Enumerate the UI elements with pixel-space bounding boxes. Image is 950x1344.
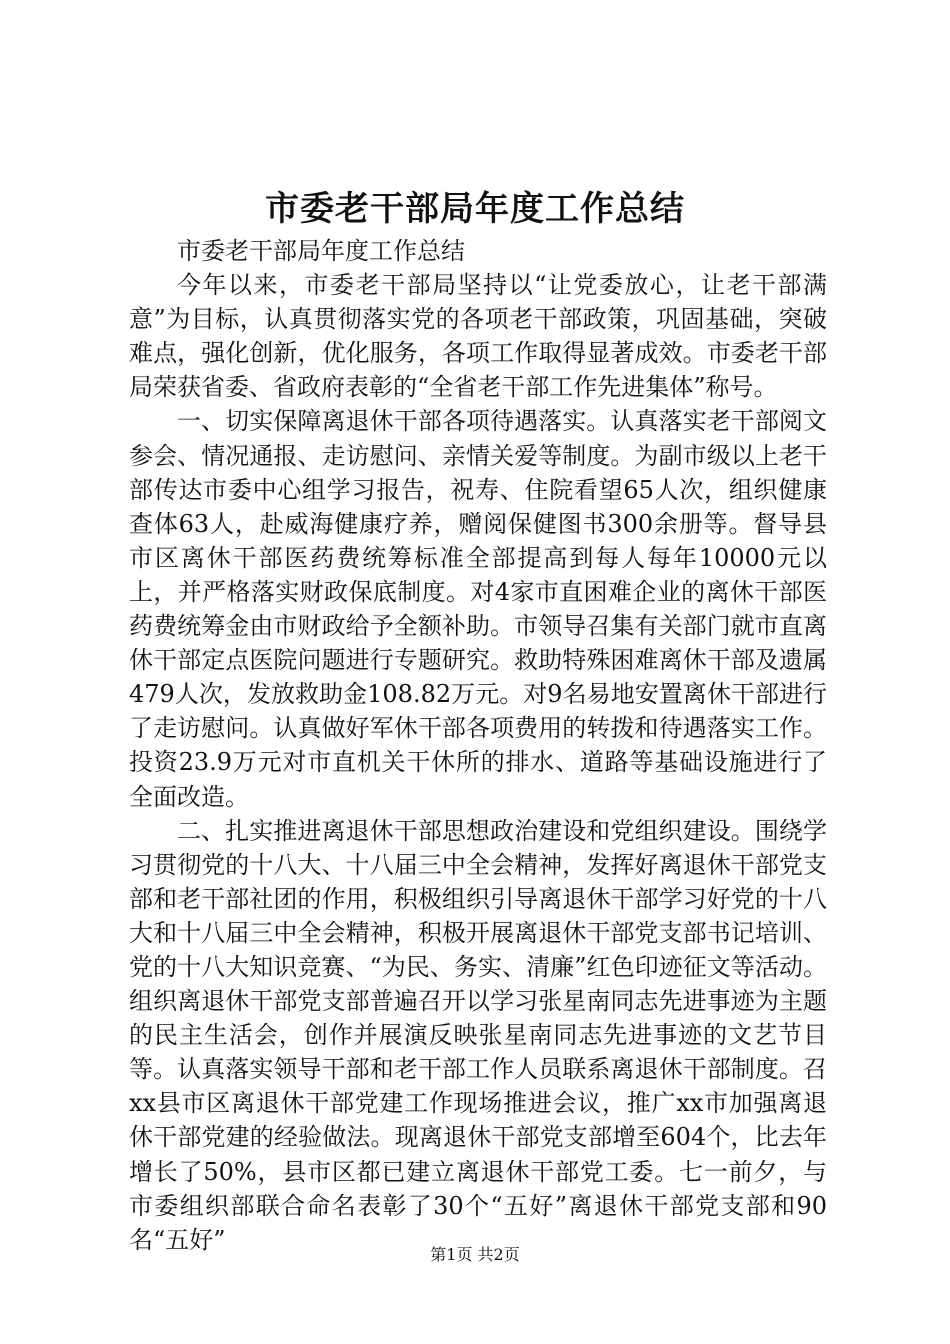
document-title: 市委老干部局年度工作总结 <box>265 189 685 229</box>
document-body <box>129 234 827 1257</box>
body-paragraph-subtitle: 市委老干部局年度工作总结 <box>177 237 465 265</box>
body-paragraph-intro: 今年以来，市委老干部局坚持以“让党委放心，让老干部满意”为目标，认真贯彻落实党的各项老干部政策，巩固基础，突破难点，强化创新，优化服务，各项工作取得显著成效。市委老干部局荣获省委、省政府表彰的“全省老干部工作先进集体”称号。 <box>129 271 827 402</box>
body-paragraph-section-1: 一、切实保障离退休干部各项待遇落实。认真落实老干部阅文参会、情况通报、走访慰问、亲情关爱等制度。为副市级以上老干部传达市委中心组学习报告，祝寿、住院看望65人次，组织健康查体63人，赴威海健康疗养，赠阅保健图书300余册等。督导县市区离休干部医药费统筹标准全部提高到每人每年10000元以上，并严格落实财政保底制度。对4家市直困难企业的离休干部医药费统筹金由市财政给予全额补助。市领导召集有关部门就市直离休干部定点医院问题进行专题研究。救助特殊困难离休干部及遗属479人次，发放救助金108.82万元。对9名易地安置离休干部进行了走访慰问。认真做好军休干部各项费用的转拨和待遇落实工作。投资23.9万元对市直机关干休所的排水、道路等基础设施进行了全面改造。 <box>129 407 827 811</box>
page-footer: 第1页 共2页 <box>430 1245 520 1264</box>
body-paragraph-section-2: 二、扎实推进离退休干部思想政治建设和党组织建设。围绕学习贯彻党的十八大、十八届三中全会精神，发挥好离退休干部党支部和老干部社团的作用，积极组织引导离退休干部学习好党的十八大和十八届三中全会精神，积极开展离退休干部党支部书记培训、党的十八大知识竞赛、“为民、务实、清廉”红色印迹征文等活动。组织离退休干部党支部普遍召开以学习张星南同志先进事迹为主题的民主生活会，创作并展演反映张星南同志先进事迹的文艺节目等。认真落实领导干部和老干部工作人员联系离退休干部制度。召xx县市区离退休干部党建工作现场推进会议，推广xx市加强离退休干部党建的经验做法。现离退休干部党支部增至604个，比去年增长了50%，县市区都已建立离退休干部党工委。七一前夕，与市委组织部联合命名表彰了30个“五好”离退休干部党支部和90名“五好” <box>129 816 827 1254</box>
